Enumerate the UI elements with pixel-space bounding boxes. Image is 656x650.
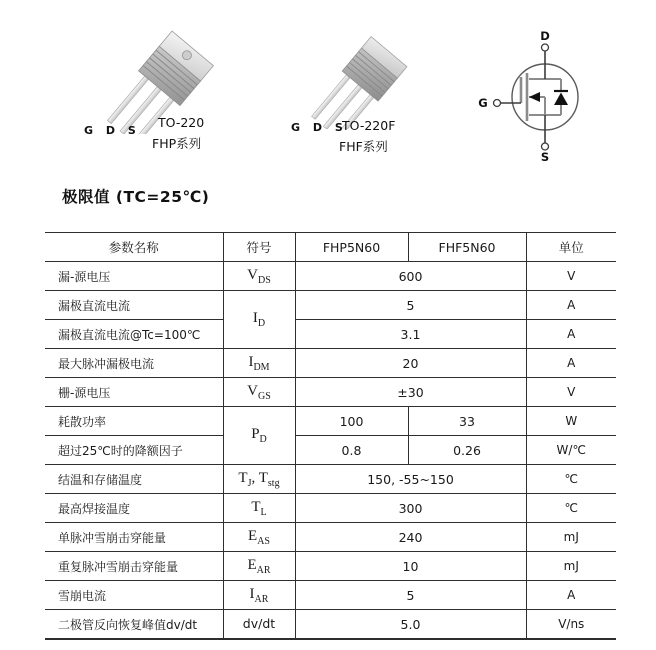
unit-cell: W xyxy=(526,407,616,436)
drain-label: D xyxy=(540,29,550,43)
parameter-name-cell: 耗散功率 xyxy=(45,407,223,436)
unit-cell: ℃ xyxy=(526,465,616,494)
symbol-cell: $T_J$, $T_{stg}$ xyxy=(223,465,295,494)
substrate-arrow-icon xyxy=(529,92,540,102)
table-row xyxy=(45,494,616,523)
unit-cell: A xyxy=(526,581,616,610)
table-header-row xyxy=(45,233,616,262)
parameter-name-cell: 超过25℃时的降额因子 xyxy=(45,436,223,465)
table-row xyxy=(45,349,616,378)
column-header: 单位 xyxy=(526,233,616,262)
value-cell: 3.1 xyxy=(295,320,526,349)
value-cell: 5.0 xyxy=(295,610,526,640)
symbol-cell: $V_{DS}$ xyxy=(223,262,295,291)
to220-package-image xyxy=(72,24,242,134)
parameter-name-cell: 雪崩电流 xyxy=(45,581,223,610)
table-row xyxy=(45,378,616,407)
table-row xyxy=(45,581,616,610)
unit-cell: A xyxy=(526,291,616,320)
parameter-name-cell: 结温和存储温度 xyxy=(45,465,223,494)
maximum-ratings-table xyxy=(45,232,616,640)
table-row xyxy=(45,552,616,581)
value-cell: 33 xyxy=(408,407,526,436)
value-cell: 240 xyxy=(295,523,526,552)
value-cell: 300 xyxy=(295,494,526,523)
column-header: FHF5N60 xyxy=(408,233,526,262)
drain-terminal xyxy=(542,44,549,51)
to220f-series-label: FHF系列 xyxy=(339,139,388,154)
table-row xyxy=(45,465,616,494)
source-label: S xyxy=(540,150,550,164)
parameter-name-cell: 重复脉冲雪崩击穿能量 xyxy=(45,552,223,581)
symbol-cell: $T_L$ xyxy=(223,494,295,523)
to220-package-name: TO-220 xyxy=(158,115,205,130)
column-header: 参数名称 xyxy=(45,233,223,262)
symbol-cell: dv/dt xyxy=(223,610,295,640)
to220-series-label: FHP系列 xyxy=(152,136,202,151)
gate-label: G xyxy=(478,96,488,110)
unit-cell: W/℃ xyxy=(526,436,616,465)
symbol-cell: $I_D$ xyxy=(223,291,295,349)
value-cell: 5 xyxy=(295,291,526,320)
table-row xyxy=(45,262,616,291)
unit-cell: V/ns xyxy=(526,610,616,640)
value-cell: 150, -55~150 xyxy=(295,465,526,494)
table-row xyxy=(45,407,616,436)
unit-cell: A xyxy=(526,320,616,349)
table-row xyxy=(45,610,616,640)
to220-pin-labels: G D S xyxy=(84,124,137,137)
parameter-name-cell: 漏-源电压 xyxy=(45,262,223,291)
table-row xyxy=(45,436,616,465)
value-cell: 20 xyxy=(295,349,526,378)
table-row xyxy=(45,291,616,320)
parameter-name-cell: 二极管反向恢复峰值dv/dt xyxy=(45,610,223,640)
symbol-cell: $E_{AR}$ xyxy=(223,552,295,581)
unit-cell: A xyxy=(526,349,616,378)
parameter-name-cell: 单脉冲雪崩击穿能量 xyxy=(45,523,223,552)
symbol-cell: $I_{AR}$ xyxy=(223,581,295,610)
value-cell: 0.26 xyxy=(408,436,526,465)
unit-cell: V xyxy=(526,262,616,291)
mosfet-symbol-diagram xyxy=(465,15,635,165)
to220f-package-name: TO-220F xyxy=(342,118,396,133)
unit-cell: mJ xyxy=(526,523,616,552)
parameter-name-cell: 漏极直流电流 xyxy=(45,291,223,320)
column-header: FHP5N60 xyxy=(295,233,408,262)
value-cell: 5 xyxy=(295,581,526,610)
table-row xyxy=(45,320,616,349)
value-cell: ±30 xyxy=(295,378,526,407)
ratings-table-body xyxy=(45,262,616,640)
symbol-cell: $E_{AS}$ xyxy=(223,523,295,552)
unit-cell: mJ xyxy=(526,552,616,581)
parameter-name-cell: 最高焊接温度 xyxy=(45,494,223,523)
value-cell: 600 xyxy=(295,262,526,291)
gate-terminal xyxy=(494,100,501,107)
parameter-name-cell: 漏极直流电流@Tc=100℃ xyxy=(45,320,223,349)
value-cell: 100 xyxy=(295,407,408,436)
section-title: 极限值 (TC=25℃) xyxy=(62,188,210,206)
parameter-name-cell: 栅-源电压 xyxy=(45,378,223,407)
source-terminal xyxy=(542,143,549,150)
column-header: 符号 xyxy=(223,233,295,262)
symbol-cell: $I_{DM}$ xyxy=(223,349,295,378)
symbol-cell: $V_{GS}$ xyxy=(223,378,295,407)
body-diode-icon xyxy=(554,93,568,106)
value-cell: 10 xyxy=(295,552,526,581)
parameter-name-cell: 最大脉冲漏极电流 xyxy=(45,349,223,378)
table-row xyxy=(45,523,616,552)
value-cell: 0.8 xyxy=(295,436,408,465)
symbol-cell: $P_D$ xyxy=(223,407,295,465)
to220f-pin-labels: G D S xyxy=(291,121,344,134)
unit-cell: ℃ xyxy=(526,494,616,523)
unit-cell: V xyxy=(526,378,616,407)
to220f-package-image xyxy=(278,26,438,129)
